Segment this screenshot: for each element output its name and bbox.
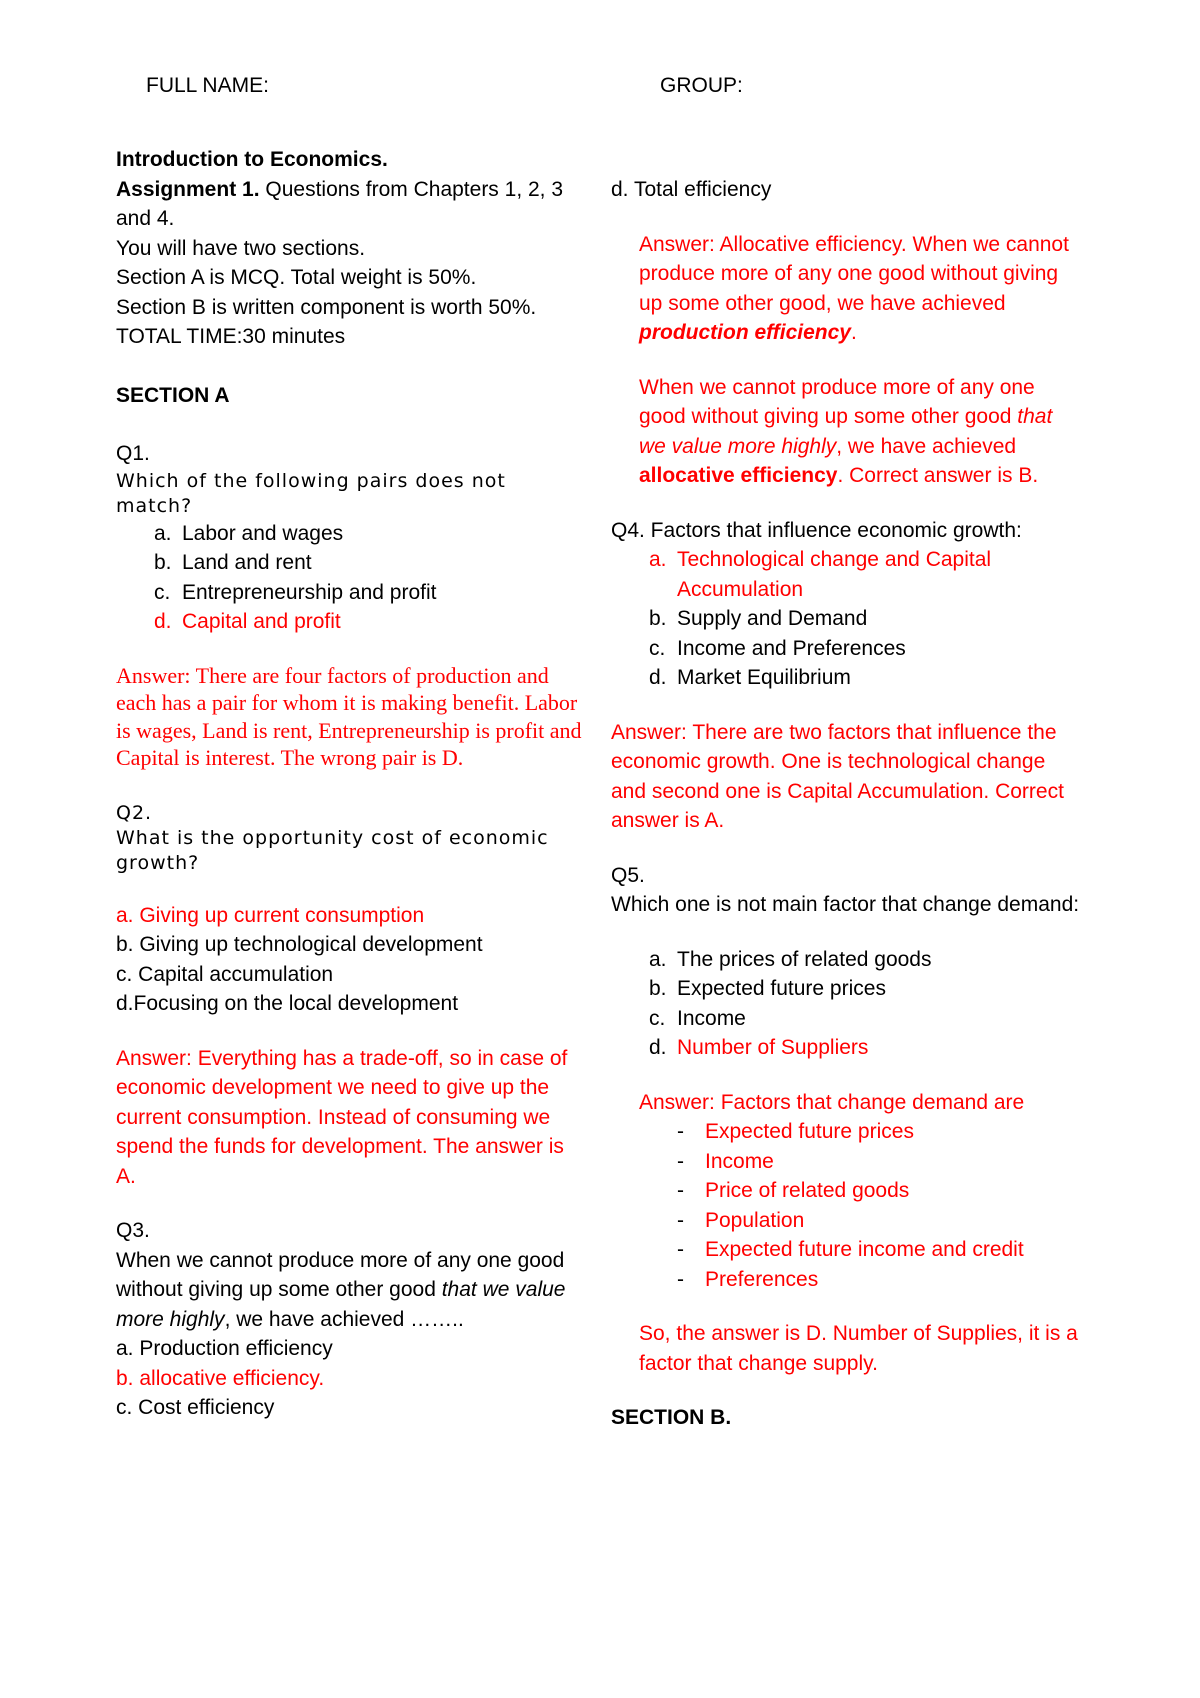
right-column — [611, 175, 1081, 1433]
option-marker: b. — [649, 607, 667, 630]
option-marker: c. — [154, 580, 171, 604]
option-marker: a. — [649, 947, 667, 971]
q3-answer-p1-bold: production efficiency — [639, 321, 851, 344]
q5-options — [611, 945, 1081, 1063]
q3-option-c: c. Cost efficiency — [116, 1396, 275, 1419]
dash-marker: - — [677, 1120, 684, 1143]
q3-answer-p2-end: . Correct answer is B. — [837, 464, 1039, 487]
sections-line: You will have two sections. — [116, 236, 366, 260]
q1-options — [116, 519, 586, 637]
q5-option-d-correct — [611, 1033, 1081, 1063]
q3-answer-p2-italic: that we value more highly — [639, 405, 1053, 458]
q4-question: Q4. Factors that influence economic growth: — [611, 518, 1022, 542]
option-text: The prices of related goods — [677, 947, 932, 971]
q5-conclusion: So, the answer is D. Number of Supplies, it is a factor that change supply. — [639, 1322, 1078, 1375]
q3-answer-paragraph-2 — [639, 373, 1081, 491]
q5-answer-item-text: Expected future prices — [705, 1120, 914, 1143]
q5-answer-intro: Answer: Factors that change demand are — [639, 1090, 1025, 1114]
q3-answer-p2-mid: , we have achieved — [836, 434, 1017, 458]
q2-option-b: b. Giving up technological development — [116, 933, 483, 956]
option-text: Labor and wages — [182, 521, 344, 545]
q5-label: Q5. — [611, 863, 645, 887]
q1-option-d-correct — [116, 607, 586, 637]
q5-answer-item — [611, 1265, 1081, 1295]
option-text: Entrepreneurship and profit — [182, 580, 437, 604]
assignment-label: Assignment 1. — [116, 177, 260, 201]
q5-option-b — [611, 974, 1081, 1004]
q1-option-a — [116, 519, 586, 549]
q3-question — [116, 1246, 586, 1335]
full-name-label: FULL NAME: — [146, 74, 269, 97]
dash-marker: - — [677, 1208, 684, 1232]
q1-question: Which of the following pairs does not match? — [116, 469, 506, 517]
q3-question-start: When we cannot produce more of any one good without giving up some other good — [116, 1248, 565, 1301]
q3-option-a: a. Production efficiency — [116, 1337, 333, 1360]
q3-option-b-correct: b. allocative efficiency. — [116, 1366, 325, 1390]
q2-label: Q2. — [116, 801, 153, 824]
q5-answer-item — [611, 1147, 1081, 1177]
option-text: Market Equilibrium — [677, 666, 851, 689]
option-marker: b. — [649, 977, 667, 1000]
option-marker: d. — [154, 610, 172, 633]
q1-option-b — [116, 548, 586, 578]
group-label: GROUP: — [660, 74, 743, 97]
option-marker: a. — [649, 548, 667, 571]
q5-answer-item-text: Expected future income and credit — [705, 1238, 1024, 1261]
q4-option-c — [611, 634, 1081, 664]
q1-label: Q1. — [116, 442, 150, 465]
q3-answer-p2-bold: allocative efficiency — [639, 464, 838, 487]
option-marker: d. — [649, 666, 667, 689]
q2-question: What is the opportunity cost of economic growth? — [116, 826, 549, 874]
dash-marker: - — [677, 1267, 684, 1291]
q5-answer-item — [611, 1176, 1081, 1206]
option-text: Number of Suppliers — [677, 1036, 869, 1059]
q3-answer-p1-start: Answer: Allocative efficiency. When we cannot produce more of any one good without giving up some other good, we have achieved — [639, 232, 1069, 315]
option-text: Land and rent — [182, 551, 312, 574]
option-text: Supply and Demand — [677, 607, 868, 630]
q4-option-d — [611, 663, 1081, 693]
q5-question: Which one is not main factor that change demand: — [611, 893, 1080, 916]
section-b-heading: SECTION B. — [611, 1406, 732, 1429]
option-marker: d. — [649, 1036, 667, 1059]
q5-answer-list — [611, 1117, 1081, 1294]
dash-marker: - — [677, 1149, 684, 1173]
dash-marker: - — [677, 1179, 684, 1202]
option-text: Income — [677, 1006, 746, 1030]
dash-marker: - — [677, 1238, 684, 1261]
q3-question-end: , we have achieved …….. — [224, 1307, 464, 1331]
q4-answer: Answer: There are two factors that influence the economic growth. One is technological change and second one is Capital Accumulation. Correct answer is A. — [611, 720, 1064, 832]
q2-option-c: c. Capital accumulation — [116, 962, 334, 986]
option-text: Capital and profit — [182, 610, 341, 633]
q5-option-c — [611, 1004, 1081, 1034]
q4-option-a-correct — [611, 545, 1081, 604]
q3-label: Q3. — [116, 1219, 150, 1242]
q2-option-a-correct: a. Giving up current consumption — [116, 903, 425, 927]
q5-answer-item-text: Price of related goods — [705, 1179, 910, 1202]
q5-option-a — [611, 945, 1081, 975]
total-time: TOTAL TIME:30 minutes — [116, 325, 346, 348]
q4-options — [611, 545, 1081, 693]
q3-answer-p1-end: . — [850, 321, 857, 344]
option-text: Expected future prices — [677, 977, 886, 1000]
q5-answer-item — [611, 1206, 1081, 1236]
left-column — [116, 145, 586, 1423]
course-title: Introduction to Economics. — [116, 148, 388, 171]
option-marker: c. — [649, 636, 666, 660]
option-text: Income and Preferences — [677, 636, 906, 660]
option-text: Technological change and Capital Accumulation — [677, 548, 992, 601]
q5-answer-item-text: Population — [705, 1208, 805, 1232]
q1-option-c — [116, 578, 586, 608]
section-a-heading: SECTION A — [116, 383, 230, 407]
q2-option-d: d.Focusing on the local development — [116, 992, 459, 1015]
q3-answer-p2-start: When we cannot produce more of any one good without giving up some other good — [639, 375, 1035, 428]
q5-answer-item-text: Preferences — [705, 1267, 819, 1291]
q5-answer-item — [611, 1235, 1081, 1265]
assignment-text: Questions from Chapters 1, 2, 3 and 4. — [116, 177, 564, 230]
q3-question-italic: that we value more highly — [116, 1278, 566, 1331]
q1-answer: Answer: There are four factors of production and each has a pair for whom it is making benefit. Labor is wages, Land is rent, Entrepreneurship is profit and Capital is interest. The wrong pair is D. — [116, 662, 582, 770]
option-marker: b. — [154, 551, 172, 574]
q5-answer-item — [611, 1117, 1081, 1147]
section-b-weight: Section B is written component is worth 50%. — [116, 295, 537, 319]
section-a-weight: Section A is MCQ. Total weight is 50%. — [116, 266, 477, 289]
option-marker: c. — [649, 1006, 666, 1030]
q5-answer-item-text: Income — [705, 1149, 774, 1173]
option-marker: a. — [154, 521, 172, 545]
q2-answer: Answer: Everything has a trade-off, so in case of economic development we need to give up the current consumption. Instead of consuming we spend the funds for development. The answer is A. — [116, 1046, 568, 1188]
q3-option-d: d. Total efficiency — [611, 178, 772, 201]
q4-option-b — [611, 604, 1081, 634]
q3-answer-paragraph-1 — [639, 230, 1081, 348]
assignment-line — [116, 175, 586, 234]
